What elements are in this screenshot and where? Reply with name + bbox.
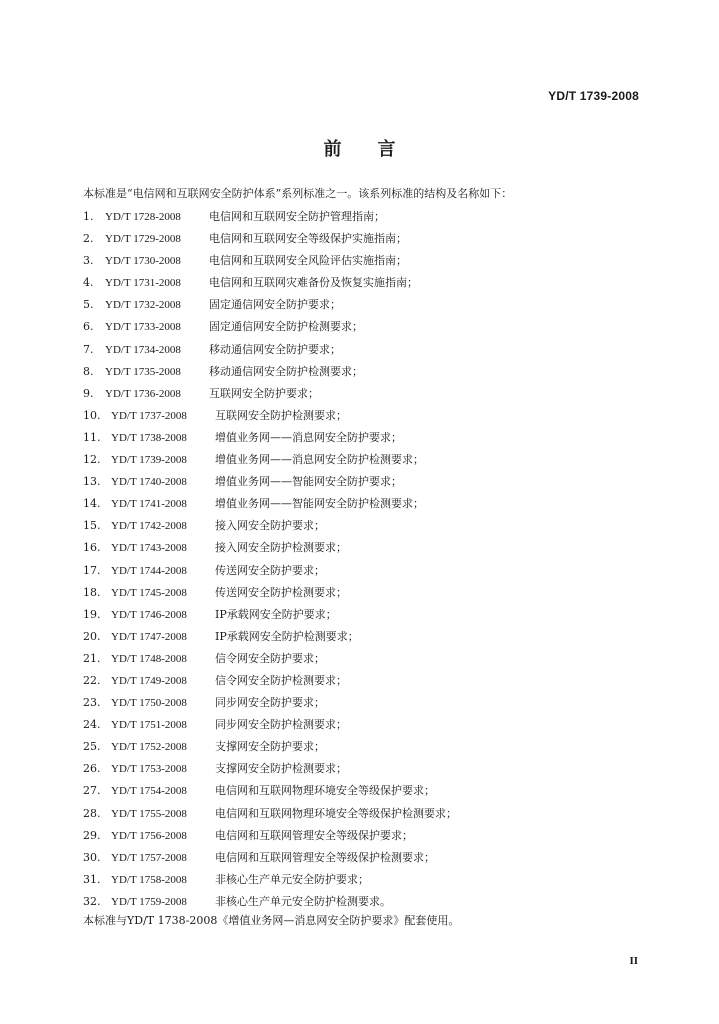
- standard-name: 固定通信网安全防护检测要求；: [209, 320, 363, 334]
- standard-name: 电信网和互联网灾难备份及恢复实施指南；: [209, 276, 418, 290]
- standard-list-item: [83, 361, 457, 383]
- standard-name: 互联网安全防护检测要求；: [215, 408, 347, 422]
- standard-number: 4.: [83, 276, 94, 290]
- standard-name: 增值业务网——消息网安全防护要求；: [215, 430, 402, 444]
- standard-number: 13.: [83, 475, 101, 489]
- standard-list-item: [83, 471, 457, 493]
- closing-paragraph: 本标准与YD/T 1738-2008《增值业务网—消息网安全防护要求》配套使用。: [83, 914, 460, 927]
- standard-code: YD/T 1743-2008: [111, 542, 187, 555]
- standard-list-item: [83, 294, 457, 316]
- standard-name: 固定通信网安全防护要求；: [209, 298, 341, 312]
- standard-name: 移动通信网安全防护要求；: [209, 342, 341, 356]
- standard-name: 电信网和互联网安全等级保护实施指南；: [209, 232, 407, 246]
- standard-name: 接入网安全防护要求；: [215, 519, 325, 533]
- standard-list-item: [83, 780, 457, 802]
- standard-code: YD/T 1757-2008: [111, 851, 187, 864]
- standard-name: 信令网安全防护要求；: [215, 651, 325, 665]
- standard-name: 电信网和互联网安全风险评估实施指南；: [209, 254, 407, 268]
- standard-code: YD/T 1740-2008: [111, 476, 187, 489]
- standard-name: 非核心生产单元安全防护要求；: [215, 872, 369, 886]
- standard-list-item: [83, 316, 457, 338]
- standard-code: YD/T 1746-2008: [111, 608, 187, 621]
- standard-number: 24.: [83, 718, 101, 732]
- standard-code: YD/T 1741-2008: [111, 498, 187, 511]
- standard-list-item: [83, 272, 457, 294]
- standard-code: YD/T 1759-2008: [111, 895, 187, 908]
- standard-code: YD/T 1734-2008: [105, 343, 181, 356]
- standard-number: 2.: [83, 232, 94, 246]
- standard-code: YD/T 1739-2008: [111, 454, 187, 467]
- standard-code: YD/T 1745-2008: [111, 586, 187, 599]
- standard-list-item: [83, 692, 457, 714]
- standard-name: 互联网安全防护要求；: [209, 386, 319, 400]
- standard-code: YD/T 1730-2008: [105, 255, 181, 268]
- standard-number: 30.: [83, 850, 101, 864]
- standard-number: 31.: [83, 872, 101, 886]
- standard-list-item: [83, 758, 457, 780]
- standard-code-header: YD/T 1739-2008: [548, 89, 639, 103]
- standard-name: IP承载网安全防护要求；: [215, 607, 337, 621]
- standard-code: YD/T 1751-2008: [111, 719, 187, 732]
- standard-code: YD/T 1748-2008: [111, 652, 187, 665]
- standard-list-item: [83, 493, 457, 515]
- standard-number: 28.: [83, 806, 101, 820]
- standard-number: 5.: [83, 298, 94, 312]
- standard-number: 3.: [83, 254, 94, 268]
- standard-list-item: [83, 560, 457, 582]
- standard-list-item: [83, 825, 457, 847]
- standard-number: 21.: [83, 651, 101, 665]
- standard-number: 6.: [83, 320, 94, 334]
- standard-list-item: [83, 582, 457, 604]
- standard-code: YD/T 1729-2008: [105, 233, 181, 246]
- standard-code: YD/T 1754-2008: [111, 785, 187, 798]
- standard-name: 信令网安全防护检测要求；: [215, 673, 347, 687]
- standard-list-item: [83, 339, 457, 361]
- standard-number: 15.: [83, 519, 101, 533]
- standard-number: 32.: [83, 894, 101, 908]
- standard-name: 电信网和互联网管理安全等级保护要求；: [215, 828, 413, 842]
- standard-number: 11.: [83, 430, 101, 444]
- standard-code: YD/T 1749-2008: [111, 674, 187, 687]
- standard-list-item: [83, 515, 457, 537]
- standard-name: 电信网和互联网管理安全等级保护检测要求；: [215, 850, 435, 864]
- standard-name: 增值业务网——智能网安全防护要求；: [215, 475, 402, 489]
- standard-number: 19.: [83, 607, 101, 621]
- standard-code: YD/T 1753-2008: [111, 763, 187, 776]
- standard-list-item: [83, 228, 457, 250]
- page-title: 前言: [323, 139, 432, 160]
- standard-code: YD/T 1738-2008: [111, 431, 187, 444]
- standard-number: 27.: [83, 784, 101, 798]
- standard-code: YD/T 1742-2008: [111, 520, 187, 533]
- standard-list-item: [83, 427, 457, 449]
- standard-list-item: [83, 670, 457, 692]
- standard-list-item: [83, 405, 457, 427]
- standard-number: 17.: [83, 563, 101, 577]
- standard-list-item: [83, 626, 457, 648]
- standard-list-item: [83, 803, 457, 825]
- standards-list: [83, 206, 457, 913]
- standard-code: YD/T 1750-2008: [111, 697, 187, 710]
- standard-number: 1.: [83, 210, 94, 223]
- standard-name: 传送网安全防护检测要求；: [215, 585, 347, 599]
- standard-code: YD/T 1756-2008: [111, 829, 187, 842]
- standard-number: 26.: [83, 762, 101, 776]
- standard-name: 移动通信网安全防护检测要求；: [209, 364, 363, 378]
- standard-number: 18.: [83, 585, 101, 599]
- standard-name: 电信网和互联网物理环境安全等级保护要求；: [215, 784, 435, 798]
- standard-list-item: [83, 847, 457, 869]
- standard-list-item: [83, 714, 457, 736]
- standard-code: YD/T 1755-2008: [111, 807, 187, 820]
- standard-code: YD/T 1732-2008: [105, 299, 181, 312]
- standard-name: IP承载网安全防护检测要求；: [215, 629, 359, 643]
- standard-name: 接入网安全防护检测要求；: [215, 541, 347, 555]
- standard-list-item: [83, 537, 457, 559]
- standard-name: 支撑网安全防护检测要求；: [215, 762, 347, 776]
- standard-code: YD/T 1752-2008: [111, 741, 187, 754]
- standard-list-item: [83, 891, 457, 913]
- standard-list-item: [83, 648, 457, 670]
- standard-number: 14.: [83, 497, 101, 511]
- standard-list-item: [83, 869, 457, 891]
- standard-code: YD/T 1758-2008: [111, 873, 187, 886]
- standard-name: 电信网和互联网物理环境安全等级保护检测要求；: [215, 806, 457, 820]
- standard-list-item: [83, 206, 457, 228]
- standard-list-item: [83, 604, 457, 626]
- standard-name: 传送网安全防护要求；: [215, 563, 325, 577]
- standard-code: YD/T 1736-2008: [105, 387, 181, 400]
- standard-number: 22.: [83, 673, 101, 687]
- standard-number: 25.: [83, 740, 101, 754]
- standard-list-item: [83, 250, 457, 272]
- standard-number: 23.: [83, 696, 101, 710]
- standard-list-item: [83, 449, 457, 471]
- standard-list-item: [83, 383, 457, 405]
- intro-paragraph: 本标准是“电信网和互联网安全防护体系”系列标准之一。该系列标准的结构及名称如下：: [83, 187, 513, 200]
- standard-number: 16.: [83, 541, 101, 555]
- standard-code: YD/T 1747-2008: [111, 630, 187, 643]
- standard-name: 支撑网安全防护要求；: [215, 740, 325, 754]
- standard-number: 12.: [83, 453, 101, 467]
- standard-code: YD/T 1737-2008: [111, 409, 187, 422]
- standard-name: 电信网和互联网安全防护管理指南；: [209, 210, 385, 223]
- standard-name: 增值业务网——智能网安全防护检测要求；: [215, 497, 424, 511]
- standard-number: 7.: [83, 342, 94, 356]
- standard-name: 同步网安全防护检测要求；: [215, 718, 347, 732]
- standard-name: 增值业务网——消息网安全防护检测要求；: [215, 453, 424, 467]
- standard-code: YD/T 1744-2008: [111, 564, 187, 577]
- standard-name: 非核心生产单元安全防护检测要求。: [215, 894, 391, 908]
- standard-number: 10.: [83, 408, 101, 422]
- standard-number: 29.: [83, 828, 101, 842]
- standard-list-item: [83, 736, 457, 758]
- standard-number: 8.: [83, 364, 94, 378]
- standard-code: YD/T 1731-2008: [105, 277, 181, 290]
- standard-code: YD/T 1733-2008: [105, 321, 181, 334]
- page-number: II: [629, 955, 638, 967]
- standard-number: 20.: [83, 629, 101, 643]
- standard-number: 9.: [83, 386, 94, 400]
- standard-code: YD/T 1728-2008: [105, 211, 181, 223]
- standard-code: YD/T 1735-2008: [105, 365, 181, 378]
- standard-name: 同步网安全防护要求；: [215, 696, 325, 710]
